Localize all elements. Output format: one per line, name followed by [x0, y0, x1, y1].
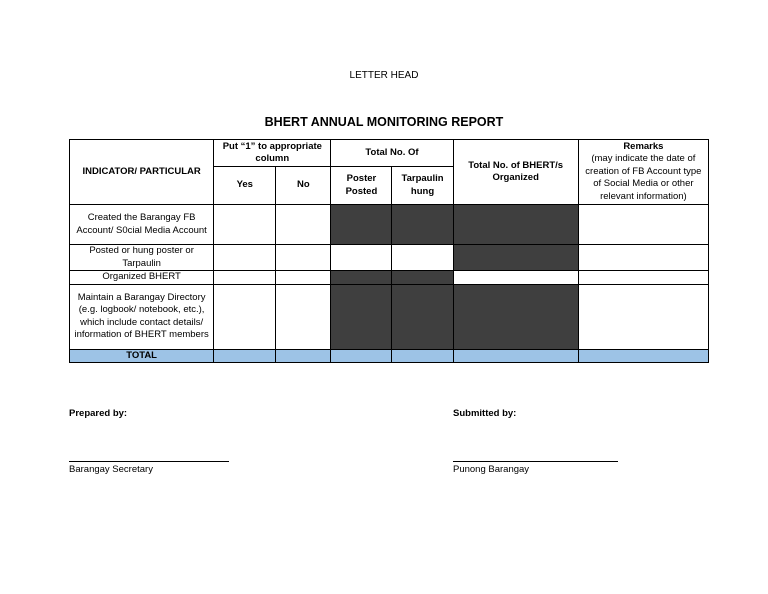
header-yes: Yes [214, 167, 276, 205]
header-remarks-sub: (may indicate the date of creation of FB Account type of Social Media or other relevant information) [585, 153, 702, 202]
header-total-no-of: Total No. Of [331, 140, 453, 167]
table-row [70, 271, 709, 285]
shaded-cell [453, 284, 578, 349]
table-row [70, 205, 709, 245]
submitted-by-block [453, 408, 633, 478]
total-cell [331, 349, 392, 363]
shaded-cell [392, 205, 453, 245]
prepared-by-label: Prepared by: [69, 408, 128, 419]
total-cell [453, 349, 578, 363]
prepared-role: Barangay Secretary [69, 464, 153, 475]
prepared-by-block [69, 408, 249, 478]
indicator-cell: Organized BHERT [70, 271, 214, 285]
shaded-cell [331, 284, 392, 349]
submitted-role: Punong Barangay [453, 464, 530, 475]
submitted-signature-line [453, 461, 618, 462]
header-poster-posted: Poster Posted [331, 167, 392, 205]
header-remarks [578, 140, 708, 205]
total-cell [276, 349, 331, 363]
poster-posted-cell[interactable] [331, 245, 392, 271]
yes-cell[interactable] [214, 205, 276, 245]
remarks-cell[interactable] [578, 284, 708, 349]
yes-cell[interactable] [214, 245, 276, 271]
total-cell [214, 349, 276, 363]
submitted-by-label: Submitted by: [453, 408, 517, 419]
indicator-cell: Maintain a Barangay Directory (e.g. logbook/ notebook, etc.), which include contact details/ information of BHERT members [70, 284, 214, 349]
no-cell[interactable] [276, 284, 331, 349]
shaded-cell [392, 271, 453, 285]
shaded-cell [453, 245, 578, 271]
no-cell[interactable] [276, 271, 331, 285]
header-tarpaulin-hung: Tarpaulin hung [392, 167, 453, 205]
no-cell[interactable] [276, 205, 331, 245]
yes-cell[interactable] [214, 284, 276, 349]
shaded-cell [392, 284, 453, 349]
total-cell [578, 349, 708, 363]
indicator-cell: Created the Barangay FB Account/ S0cial Media Account [70, 205, 214, 245]
header-indicator: INDICATOR/ PARTICULAR [70, 140, 214, 205]
table-row [70, 284, 709, 349]
total-bhert-cell[interactable] [453, 271, 578, 285]
header-remarks-title: Remarks [623, 140, 664, 152]
letterhead: LETTER HEAD [349, 70, 419, 81]
remarks-cell[interactable] [578, 271, 708, 285]
total-label: TOTAL [70, 349, 214, 363]
monitoring-table [69, 139, 709, 363]
table-row [70, 245, 709, 271]
prepared-signature-line [69, 461, 229, 462]
remarks-cell[interactable] [578, 205, 708, 245]
report-title: BHERT ANNUAL MONITORING REPORT [264, 115, 504, 129]
total-row [70, 349, 709, 363]
shaded-cell [453, 205, 578, 245]
remarks-cell[interactable] [578, 245, 708, 271]
no-cell[interactable] [276, 245, 331, 271]
header-put-one: Put “1” to appropriate column [214, 140, 331, 167]
indicator-cell: Posted or hung poster or Tarpaulin [70, 245, 214, 271]
header-total-bhert: Total No. of BHERT/s Organized [453, 140, 578, 205]
tarpaulin-hung-cell[interactable] [392, 245, 453, 271]
shaded-cell [331, 271, 392, 285]
header-no: No [276, 167, 331, 205]
shaded-cell [331, 205, 392, 245]
yes-cell[interactable] [214, 271, 276, 285]
total-cell [392, 349, 453, 363]
